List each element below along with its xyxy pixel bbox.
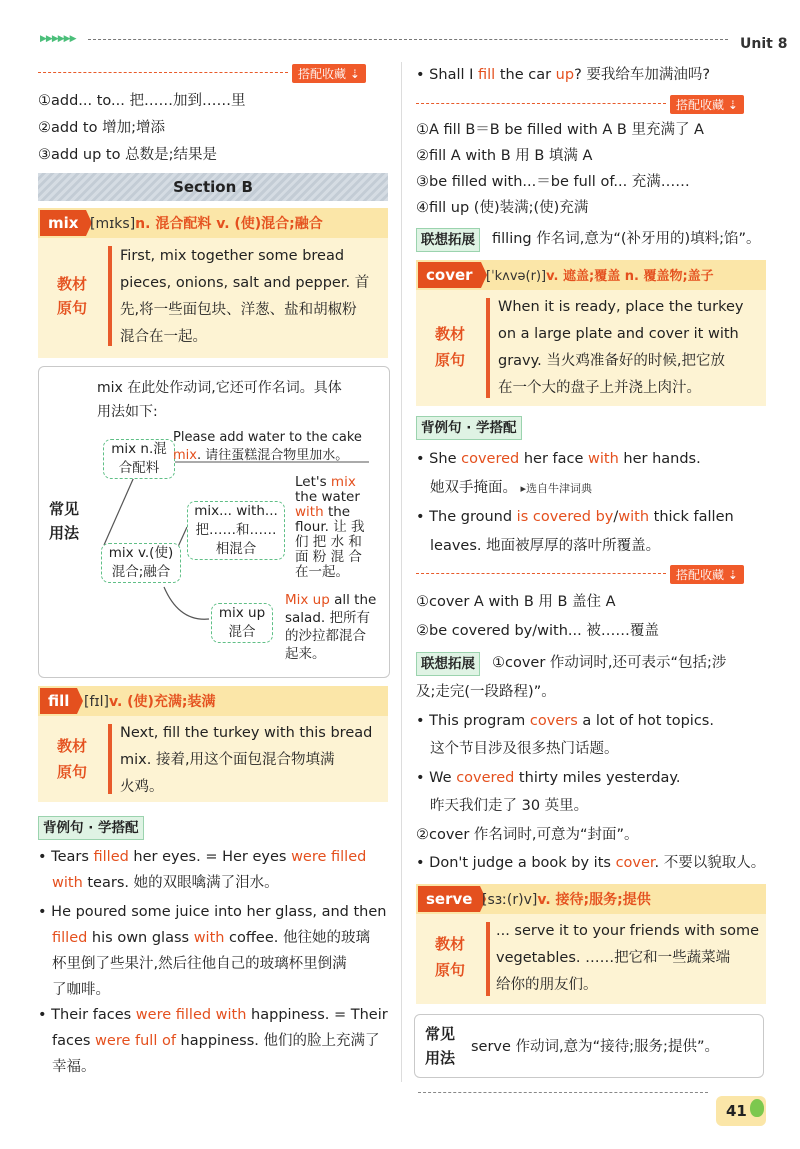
usage-text: serve 作动词,意为“接待;服务;提供”。: [471, 1039, 719, 1055]
sentence-line: mix. 接着,用这个面包混合物填满: [120, 752, 335, 768]
collocation-tag: 搭配收藏 ⇣: [670, 95, 744, 114]
with-example-line: Let's mix: [295, 474, 356, 490]
usage-label-line: 常见: [49, 500, 80, 518]
sentence-line: pieces, onions, salt and pepper. 首: [120, 275, 370, 291]
example-sentence-cont: filled his own glass with coffee. 他往她的玻璃: [52, 930, 370, 946]
extend-text: 及;走完(一段路程)”。: [416, 684, 556, 700]
extend-text: filling 作名词,意为“(补牙用的)填料;馅”。: [492, 231, 761, 247]
sentence-line: vegetables. ……把它和一些蔬菜端: [496, 950, 731, 966]
header-arrows: ▶▶▶▶▶▶: [40, 34, 76, 44]
example-sentence: • This program covers a lot of hot topics.: [416, 710, 714, 732]
word-header-cover: [416, 260, 766, 290]
with-example-line: 在一起。: [295, 564, 349, 580]
collocation-item: ④fill up (使)装满;(使)充满: [416, 200, 589, 216]
label-line: 原句: [434, 351, 465, 369]
section-banner: Section B: [38, 173, 388, 201]
textbook-sentence-serve: [416, 914, 766, 1004]
example-sentence-cont: 这个节目涉及很多热门话题。: [430, 741, 619, 757]
accent-bar: [486, 922, 490, 996]
sentence-line: gravy. 当火鸡准备好的时候,把它放: [498, 353, 725, 369]
header-unit: Unit 8: [740, 36, 788, 52]
example-sentence-cont: with tears. 她的双眼噙满了泪水。: [52, 875, 279, 891]
sentence-line: 火鸡。: [120, 779, 164, 795]
extend-text: ①cover 作动词时,还可表示“包括;涉: [492, 655, 727, 671]
extend-label: 联想拓展: [416, 228, 480, 252]
example-sentence-cont: 杯里倒了些果汁,然后往他自己的玻璃杯里倒满: [52, 956, 347, 972]
up-example-line: 的沙拉都混合: [285, 628, 366, 644]
word-tag: mix: [40, 210, 86, 236]
textbook-sentence-mix: [38, 238, 388, 358]
word-phonetic: [sɜː(r)v]v. 接待;服务;提供: [482, 892, 651, 908]
word-tag: cover: [418, 262, 481, 288]
example-sentence: • She covered her face with her hands.: [416, 448, 701, 470]
textbook-sentence-fill: [38, 716, 388, 802]
sentence-line: 先,将一些面包块、洋葱、盐和胡椒粉: [120, 302, 357, 318]
textbook-sentence-cover: [416, 290, 766, 406]
accent-bar: [486, 298, 490, 398]
accent-bar: [108, 246, 112, 346]
usage-map-mix: [38, 366, 390, 678]
with-example: [295, 475, 367, 580]
subhead-examples: 背例句 · 学搭配: [416, 416, 522, 440]
sentence-line: 在一个大的盘子上并浇上肉汁。: [498, 380, 701, 396]
with-example-line: 面 粉 混 合: [295, 549, 362, 565]
usage-label: [425, 1022, 455, 1070]
word-header-mix: [38, 208, 388, 238]
sentence-line: 混合在一起。: [120, 329, 207, 345]
collocation-item: ①cover A with B 用 B 盖住 A: [416, 594, 616, 610]
example-sentence-cont: faces were full of happiness. 他们的脸上充满了: [52, 1033, 380, 1049]
collocation-item: ②be covered by/with... 被……覆盖: [416, 623, 659, 639]
usage-intro: 用法如下:: [97, 404, 158, 420]
example-sentence-cont: 了咖啡。: [52, 982, 110, 998]
up-example: [285, 591, 381, 663]
usage-label-line: 用法: [425, 1049, 456, 1067]
with-example-line: the water: [295, 489, 360, 505]
collocation-rule: [38, 72, 288, 73]
word-header-fill: [38, 686, 388, 716]
footer-rule: [418, 1092, 708, 1093]
word-phonetic: [fɪl]v. (使)充满;装满: [84, 694, 216, 710]
map-node-noun: mix n.混 合配料: [103, 439, 175, 479]
usage-intro: mix 在此处作动词,它还可作名词。具体: [97, 380, 342, 396]
sentence-line: ... serve it to your friends with some: [496, 923, 760, 939]
sentence-line: on a large plate and cover it with: [498, 326, 739, 342]
collocation-item: ①A fill B＝B be filled with A B 里充满了 A: [416, 122, 704, 138]
with-example-line: flour. 让 我: [295, 519, 365, 535]
extend-text: ②cover 作名词时,可意为“封面”。: [416, 827, 639, 843]
map-node-up: mix up 混合: [211, 603, 273, 643]
with-example-line: 们 把 水 和: [295, 534, 362, 550]
label-line: 教材: [434, 935, 465, 953]
up-example-line: Mix up all the: [285, 592, 377, 608]
map-node-verb: mix v.(使) 混合;融合: [101, 543, 181, 583]
column-divider: [401, 62, 402, 1082]
up-example-line: 起来。: [285, 646, 326, 662]
collocation-item: ①add... to... 把……加到……里: [38, 93, 246, 109]
sentence-line: When it is ready, place the turkey: [498, 299, 744, 315]
label-line: 原句: [56, 299, 87, 317]
label-line: 教材: [56, 737, 87, 755]
page-number-text: 41: [726, 1102, 747, 1120]
usage-label-line: 用法: [49, 524, 80, 542]
header-rule: [88, 39, 728, 40]
collocation-tag: 搭配收藏 ⇣: [292, 64, 366, 83]
example-sentence-cont: leaves. 地面被厚厚的落叶所覆盖。: [430, 538, 661, 554]
word-tag: fill: [40, 688, 77, 714]
example-sentence: • Tears filled her eyes. = Her eyes were filled: [38, 846, 366, 868]
word-header-serve: [416, 884, 766, 914]
sentence-line: 给你的朋友们。: [496, 977, 598, 993]
label-line: 原句: [56, 763, 87, 781]
up-example-line: salad. 把所有: [285, 610, 370, 626]
collocation-item: ②fill A with B 用 B 填满 A: [416, 148, 593, 164]
example-sentence-cont: 她双手掩面。 ▸选自牛津词典: [430, 480, 593, 496]
usage-box-serve: [414, 1014, 764, 1078]
sentence-line: First, mix together some bread: [120, 248, 345, 264]
usage-label-line: 常见: [425, 1025, 456, 1043]
example-sentence: • Shall I fill the car up? 要我给车加满油吗?: [416, 64, 710, 86]
collocation-tag: 搭配收藏 ⇣: [670, 565, 744, 584]
example-sentence: • The ground is covered by/with thick fallen: [416, 506, 734, 528]
example-sentence: • He poured some juice into her glass, and then: [38, 901, 386, 923]
noun-example-line: mix. 请往蛋糕混合物里加水。: [173, 448, 349, 463]
word-phonetic: [mɪks]n. 混合配料 v. (使)混合;融合: [90, 216, 323, 232]
word-phonetic: [ˈkʌvə(r)]v. 遮盖;覆盖 n. 覆盖物;盖子: [486, 269, 714, 284]
example-sentence-cont: 昨天我们走了 30 英里。: [430, 798, 589, 814]
page-number: [716, 1096, 766, 1126]
noun-example-line: Please add water to the cake: [173, 430, 362, 445]
collocation-item: ③add up to 总数是;结果是: [38, 147, 217, 163]
map-node-with: mix... with... 把……和…… 相混合: [187, 501, 285, 560]
example-sentence: • Don't judge a book by its cover. 不要以貌取人。: [416, 852, 765, 874]
label-line: 教材: [434, 325, 465, 343]
balloon-icon: [750, 1099, 764, 1117]
example-sentence: • We covered thirty miles yesterday.: [416, 767, 681, 789]
label-line: 原句: [434, 961, 465, 979]
accent-bar: [108, 724, 112, 794]
sentence-line: Next, fill the turkey with this bread: [120, 725, 373, 741]
example-sentence-cont: 幸福。: [52, 1059, 96, 1075]
extend-label: 联想拓展: [416, 652, 480, 676]
label-line: 教材: [56, 275, 87, 293]
collocation-rule: [416, 573, 666, 574]
example-sentence: • Their faces were filled with happiness. = Their: [38, 1004, 388, 1026]
collocation-item: ②add to 增加;增添: [38, 120, 165, 136]
noun-example: [173, 429, 362, 465]
subhead-examples: 背例句 · 学搭配: [38, 816, 144, 840]
word-tag: serve: [418, 886, 480, 912]
collocation-item: ③be filled with...＝be full of... 充满……: [416, 174, 690, 190]
collocation-rule: [416, 103, 666, 104]
with-example-line: with the: [295, 504, 351, 520]
